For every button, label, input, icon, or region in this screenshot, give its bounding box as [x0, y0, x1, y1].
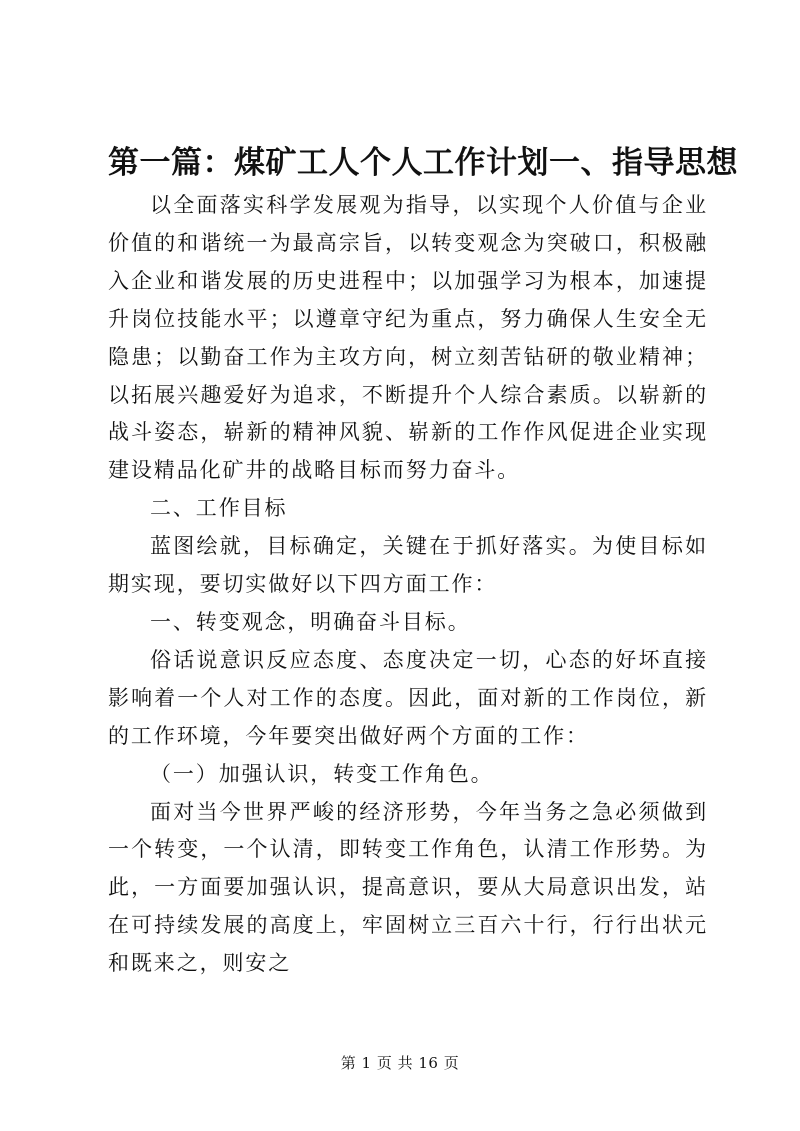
paragraph-attitude: 俗话说意识反应态度、态度决定一切，心态的好坏直接影响着一个人对工作的态度。因此，面对新的工作岗位，新的工作环境，今年要突出做好两个方面的工作：	[108, 647, 708, 748]
heading-change-concepts: 一、转变观念，明确奋斗目标。	[150, 609, 471, 634]
document-title: 第一篇：煤矿工人个人工作计划一、指导思想	[108, 145, 738, 181]
paragraph-guiding-thought: 以全面落实科学发展观为指导，以实现个人价值与企业价值的和谐统一为最高宗旨，以转变观念为突破口，积极融入企业和谐发展的历史进程中；以加强学习为根本，加速提升岗位技能水平；以遵章守纪为重点，努力确保人生安全无隐患；以勤奋工作为主攻方向，树立刻苦钻研的敬业精神；以拓展兴趣爱好为追求，不断提升个人综合素质。以崭新的战斗姿态，崭新的精神风貌、崭新的工作作风促进企业实现建设精品化矿井的战略目标而努力奋斗。	[108, 193, 708, 483]
paragraph-economic-situation: 面对当今世界严峻的经济形势，今年当务之急必须做到一个转变，一个认清，即转变工作角色，认清工作形势。为此，一方面要加强认识，提高意识，要从大局意识出发，站在可持续发展的高度上，牢固树立三百六十行，行行出状元和既来之，则安之	[108, 799, 708, 976]
page-number-footer: 第 1 页 共 16 页	[340, 1054, 460, 1072]
heading-strengthen-awareness: （一）加强认识，转变工作角色。	[150, 761, 494, 786]
document-body	[108, 187, 708, 983]
paragraph-blueprint: 蓝图绘就，目标确定，关键在于抓好落实。为使目标如期实现，要切实做好以下四方面工作：	[108, 534, 708, 597]
heading-work-goals: 二、工作目标	[150, 496, 288, 521]
